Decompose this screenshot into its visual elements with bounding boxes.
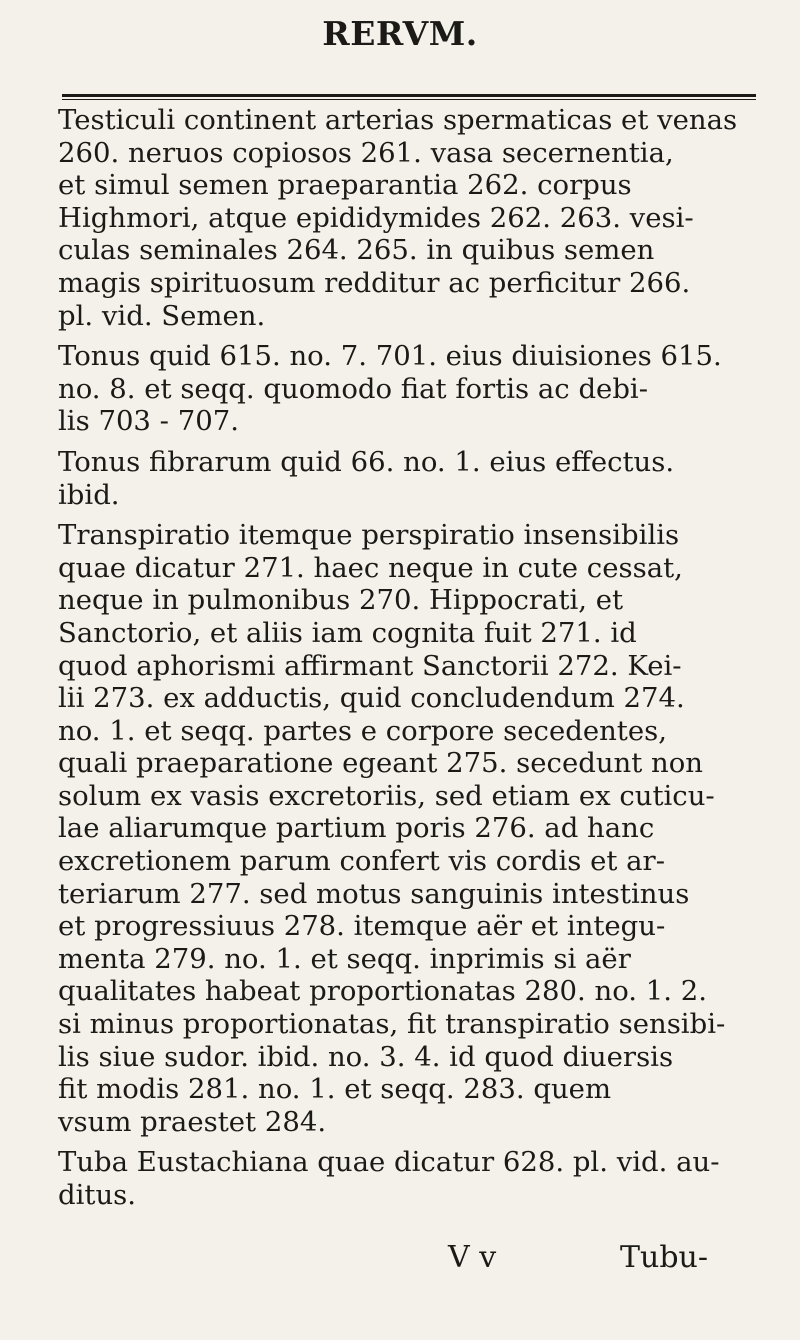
page-footer (0, 1240, 800, 1290)
entry-line: et progressiuus 278. itemque aër et integu- (58, 910, 666, 943)
entry-tonus (58, 340, 758, 438)
entry-line: lae aliarumque partium poris 276. ad hanc (58, 812, 655, 845)
running-title: RERVM. (322, 14, 478, 53)
entry-line: no. 1. et seqq. partes e corpore secedentes, (58, 714, 667, 747)
entry-line: no. 8. et seqq. quomodo fiat fortis ac debi- (58, 372, 649, 405)
entry-tuba (58, 1146, 758, 1211)
entry-line: neque in pulmonibus 270. Hippocrati, et (58, 584, 624, 617)
entry-line: culas seminales 264. 265. in quibus semen (58, 234, 655, 267)
entry-line: Transpiratio itemque perspiratio insensibilis (58, 519, 680, 552)
entry-line: menta 279. no. 1. et seqq. inprimis si aër (58, 942, 631, 975)
catchword: Tubu- (620, 1240, 708, 1275)
entry-line: solum ex vasis excretoriis, sed etiam ex cuticu- (58, 779, 715, 812)
entry-line: Tuba Eustachiana quae dicatur 628. pl. vid. au- (58, 1146, 720, 1179)
entry-line: magis spirituosum redditur ac perficitur 266. (58, 266, 691, 299)
entry-line: lis siue sudor. ibid. no. 3. 4. id quod diuersis (58, 1040, 674, 1073)
entry-line: pl. vid. Semen. (58, 299, 266, 332)
index-entries (58, 104, 758, 1220)
entry-line: ibid. (58, 478, 120, 511)
entry-line: si minus proportionatas, fit transpiratio sensibi- (58, 1008, 726, 1041)
entry-line: lis 703 - 707. (58, 405, 239, 438)
entry-line: Highmori, atque epididymides 262. 263. vesi- (58, 201, 694, 234)
entry-line: et simul semen praeparantia 262. corpus (58, 169, 632, 202)
entry-line: Tonus fibrarum quid 66. no. 1. eius effectus. (58, 445, 675, 478)
entry-line: Tonus quid 615. no. 7. 701. eius diuisiones 615. (58, 340, 722, 373)
entry-line: ditus. (58, 1179, 137, 1211)
entry-line: qualitates habeat proportionatas 280. no. 1. 2. (58, 975, 707, 1008)
entry-line: quali praeparatione egeant 275. secedunt non (58, 747, 704, 780)
entry-line: quae dicatur 271. haec neque in cute cessat, (58, 551, 683, 584)
entry-line: excretionem parum confert vis cordis et ar- (58, 845, 665, 878)
entry-line: 260. neruos copiosos 261. vasa secernentia, (58, 136, 674, 169)
entry-line: teriarum 277. sed motus sanguinis intestinus (58, 877, 690, 910)
entry-line: fit modis 281. no. 1. et seqq. 283. quem (58, 1073, 612, 1106)
signature-mark: V v (448, 1240, 497, 1275)
entry-transpiratio (58, 519, 758, 1138)
header-rule (62, 94, 756, 100)
entry-line: Testiculi continent arterias spermaticas et venas (58, 104, 738, 136)
entry-line: vsum praestet 284. (58, 1105, 327, 1138)
entry-line: quod aphorismi affirmant Sanctorii 272. Kei- (58, 649, 682, 682)
entry-line: Sanctorio, et aliis iam cognita fuit 271. id (58, 616, 637, 649)
entry-testiculi (58, 104, 758, 332)
entry-line: lii 273. ex adductis, quid concludendum 274. (58, 682, 685, 715)
entry-tonus-fibrarum (58, 446, 758, 511)
